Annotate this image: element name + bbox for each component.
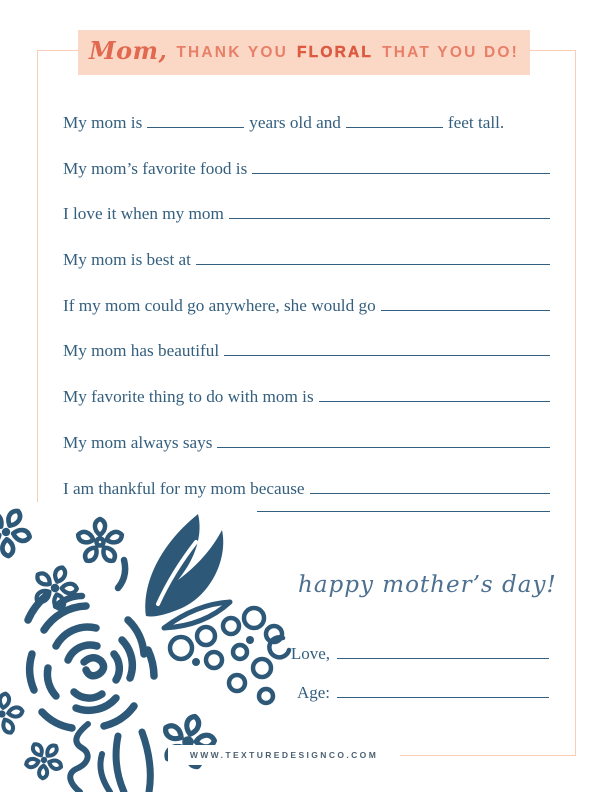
fill-in-blank [196, 264, 550, 265]
prompts [63, 100, 550, 557]
fill-in-blank [217, 447, 550, 448]
age-label: Age: [296, 683, 330, 702]
prompt-text: My favorite thing to do with mom is [63, 387, 314, 407]
prompt-text: I love it when my mom [63, 204, 224, 224]
prompt-text: My mom’s favorite food is [63, 158, 248, 178]
fill-in-blank [252, 173, 550, 174]
header-banner [78, 30, 530, 75]
prompt-row [63, 146, 550, 192]
fill-in-blank [257, 511, 550, 512]
prompt-text: years old and [249, 113, 341, 132]
prompt-text: My mom has beautiful [63, 341, 220, 361]
prompt-text: I am thankful for my mom because [63, 478, 305, 498]
prompt-row [63, 100, 550, 146]
fill-in-blank [310, 493, 550, 494]
prompt-text: feet tall. [447, 113, 505, 132]
love-label: Love, [290, 644, 330, 663]
prompt-text: My mom is [63, 113, 143, 132]
ribbon [70, 724, 88, 792]
love-fill-in-line [337, 658, 549, 659]
prompt-row [63, 191, 550, 237]
age-fill-in-line [337, 697, 549, 698]
prompt-row [63, 420, 550, 466]
fill-in-blank [381, 310, 550, 311]
banner-text-2: THAT YOU DO! [382, 44, 519, 61]
prompt-row [63, 328, 550, 374]
website-footer: WWW.TEXTUREDESIGNCO.COM [168, 745, 400, 765]
prompt-row [63, 466, 550, 512]
small-flower [0, 690, 26, 737]
love-signature-row [270, 645, 549, 662]
prompt-row [63, 283, 550, 329]
banner-script-word: Mom, [89, 35, 168, 65]
fill-in-blank [229, 218, 550, 219]
prompt-row [63, 511, 550, 557]
rose-flower [28, 596, 154, 728]
fill-in-blank [319, 401, 550, 402]
happy-mothers-day-script: happy mother’s day! [298, 572, 557, 598]
small-flower [0, 502, 39, 564]
prompt-text: If my mom could go anywhere, she would go [63, 295, 376, 315]
age-signature-row [270, 684, 549, 701]
prompt-text: My mom is best at [63, 250, 191, 270]
banner-highlight-word: FLORAL [297, 44, 374, 61]
banner-text-1: THANK YOU [176, 44, 289, 61]
fill-in-blank [224, 355, 550, 356]
fill-in-blank [346, 127, 443, 128]
prompt-row [63, 237, 550, 283]
prompt-text: My mom always says [63, 432, 213, 452]
stems [116, 732, 150, 792]
fill-in-blank [147, 127, 244, 128]
small-flower [19, 734, 71, 785]
prompt-row [63, 374, 550, 420]
